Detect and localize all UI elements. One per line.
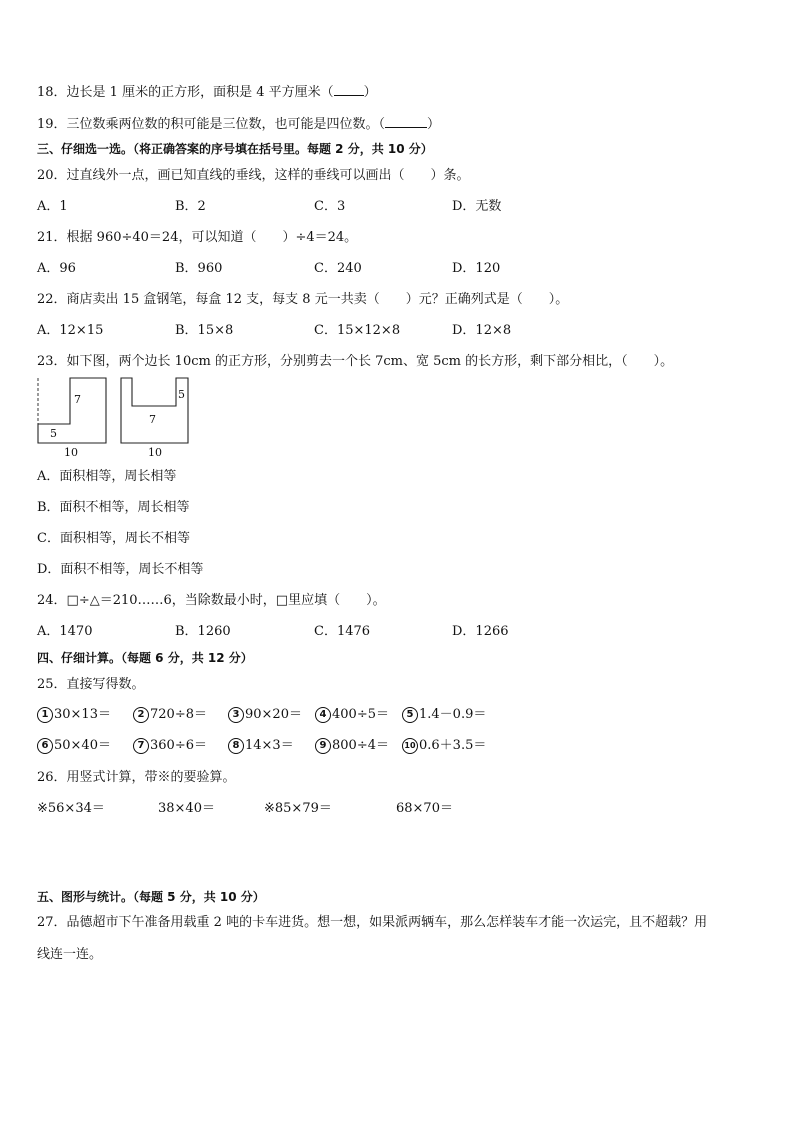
circled-number: 2 bbox=[133, 707, 149, 723]
circled-number: 1 bbox=[37, 707, 53, 723]
figure-2-label-10: 10 bbox=[148, 446, 162, 459]
figure-1-label-7: 7 bbox=[74, 393, 81, 406]
vertical-calc-item: 38×40＝ bbox=[158, 801, 215, 816]
calc-item bbox=[315, 737, 389, 755]
circled-number: 7 bbox=[133, 738, 149, 754]
q23-option-c[interactable]: C．面积相等，周长不相等 bbox=[37, 531, 190, 546]
question-23-text: 23．如下图，两个边长 10cm 的正方形，分别剪去一个长 7cm、宽 5cm 的长方形，剩下部分相比，（ ）。 bbox=[37, 354, 674, 369]
calc-expression: 360÷6＝ bbox=[150, 738, 207, 753]
circled-number: 5 bbox=[402, 707, 418, 723]
vertical-calc-item: 68×70＝ bbox=[396, 801, 453, 816]
calc-expression: 1.4－0.9＝ bbox=[419, 707, 487, 722]
calc-expression: 800÷4＝ bbox=[332, 738, 389, 753]
calc-expression: 50×40＝ bbox=[54, 738, 111, 753]
question-27-line-2: 线连一连。 bbox=[37, 947, 103, 962]
q23-option-b[interactable]: B．面积不相等，周长相等 bbox=[37, 500, 190, 515]
q23-figure bbox=[30, 374, 200, 460]
circled-number: 10 bbox=[402, 738, 418, 754]
calc-item bbox=[37, 737, 111, 755]
q21-option-d[interactable]: D．120 bbox=[452, 261, 501, 276]
figure-2-label-7: 7 bbox=[149, 413, 156, 426]
calc-item bbox=[402, 706, 486, 724]
calc-expression: 30×13＝ bbox=[54, 707, 111, 722]
question-18: 18．边长是 1 厘米的正方形，面积是 4 平方厘米（ ） bbox=[37, 85, 377, 100]
q21-option-c[interactable]: C．240 bbox=[314, 261, 362, 276]
question-22-text: 22．商店卖出 15 盒钢笔，每盒 12 支，每支 8 元一共卖（ ）元？正确列式是（ ）。 bbox=[37, 292, 569, 307]
calc-expression: 14×3＝ bbox=[245, 738, 294, 753]
question-19: 19．三位数乘两位数的积可能是三位数，也可能是四位数。（ ） bbox=[37, 117, 441, 132]
q23-figure-1 bbox=[38, 378, 106, 459]
circled-number: 9 bbox=[315, 738, 331, 754]
q20-option-c[interactable]: C．3 bbox=[314, 199, 346, 214]
question-26-text: 26．用竖式计算，带※的要验算。 bbox=[37, 770, 236, 785]
calc-expression: 0.6＋3.5＝ bbox=[419, 738, 487, 753]
section-3-heading: 三、仔细选一选。（将正确答案的序号填在括号里。每题 2 分，共 10 分） bbox=[37, 142, 433, 156]
q21-option-a[interactable]: A．96 bbox=[37, 261, 76, 276]
q20-option-a[interactable]: A．1 bbox=[37, 199, 68, 214]
question-25-text: 25．直接写得数。 bbox=[37, 677, 145, 692]
q22-option-d[interactable]: D．12×8 bbox=[452, 323, 512, 338]
q23-option-d[interactable]: D．面积不相等，周长不相等 bbox=[37, 562, 204, 577]
circled-number: 6 bbox=[37, 738, 53, 754]
question-20-text: 20．过直线外一点，画已知直线的垂线，这样的垂线可以画出（ ）条。 bbox=[37, 168, 470, 183]
q24-option-d[interactable]: D．1266 bbox=[452, 624, 509, 639]
vertical-calc-item: ※56×34＝ bbox=[37, 801, 105, 816]
q23-figure-2 bbox=[121, 378, 188, 459]
question-21-text: 21．根据 960÷40＝24，可以知道（ ）÷4＝24。 bbox=[37, 230, 358, 245]
figure-1-shape bbox=[38, 378, 106, 443]
calc-item bbox=[228, 737, 294, 755]
question-27-line-1: 27．品德超市下午准备用载重 2 吨的卡车进货。想一想，如果派两辆车，那么怎样装车才能一次运完，且不超载？用 bbox=[37, 915, 708, 930]
q21-option-b[interactable]: B．960 bbox=[175, 261, 223, 276]
q22-option-c[interactable]: C．15×12×8 bbox=[314, 323, 401, 338]
calc-item bbox=[228, 706, 302, 724]
calc-item bbox=[133, 737, 207, 755]
vertical-calc-item: ※85×79＝ bbox=[264, 801, 332, 816]
figure-2-label-5: 5 bbox=[178, 388, 185, 401]
circled-number: 4 bbox=[315, 707, 331, 723]
figure-1-label-5: 5 bbox=[50, 427, 57, 440]
answer-blank-18[interactable] bbox=[334, 83, 364, 96]
q24-option-c[interactable]: C．1476 bbox=[314, 624, 371, 639]
calc-item bbox=[402, 737, 486, 755]
q22-option-a[interactable]: A．12×15 bbox=[37, 323, 104, 338]
calc-expression: 400÷5＝ bbox=[332, 707, 389, 722]
calc-item bbox=[37, 706, 111, 724]
question-18-text: 18．边长是 1 厘米的正方形，面积是 4 平方厘米（ bbox=[37, 85, 334, 100]
circled-number: 3 bbox=[228, 707, 244, 723]
q24-option-b[interactable]: B．1260 bbox=[175, 624, 231, 639]
figure-1-cutout bbox=[38, 378, 70, 424]
section-5-heading: 五、图形与统计。（每题 5 分，共 10 分） bbox=[37, 890, 265, 904]
q23-option-a[interactable]: A．面积相等，周长相等 bbox=[37, 469, 177, 484]
q24-option-a[interactable]: A．1470 bbox=[37, 624, 93, 639]
calc-expression: 720÷8＝ bbox=[150, 707, 207, 722]
calc-expression: 90×20＝ bbox=[245, 707, 302, 722]
q22-option-b[interactable]: B．15×8 bbox=[175, 323, 234, 338]
question-24-text: 24．□÷△＝210……6，当除数最小时，□里应填（ ）。 bbox=[37, 593, 386, 608]
q20-option-d[interactable]: D．无数 bbox=[452, 199, 502, 214]
calc-item bbox=[133, 706, 207, 724]
figure-1-label-10: 10 bbox=[64, 446, 78, 459]
circled-number: 8 bbox=[228, 738, 244, 754]
question-19-text: 19．三位数乘两位数的积可能是三位数，也可能是四位数。（ bbox=[37, 117, 386, 132]
calc-item bbox=[315, 706, 389, 724]
q20-option-b[interactable]: B．2 bbox=[175, 199, 206, 214]
answer-blank-19[interactable] bbox=[385, 115, 427, 128]
section-4-heading: 四、仔细计算。（每题 6 分，共 12 分） bbox=[37, 651, 253, 665]
